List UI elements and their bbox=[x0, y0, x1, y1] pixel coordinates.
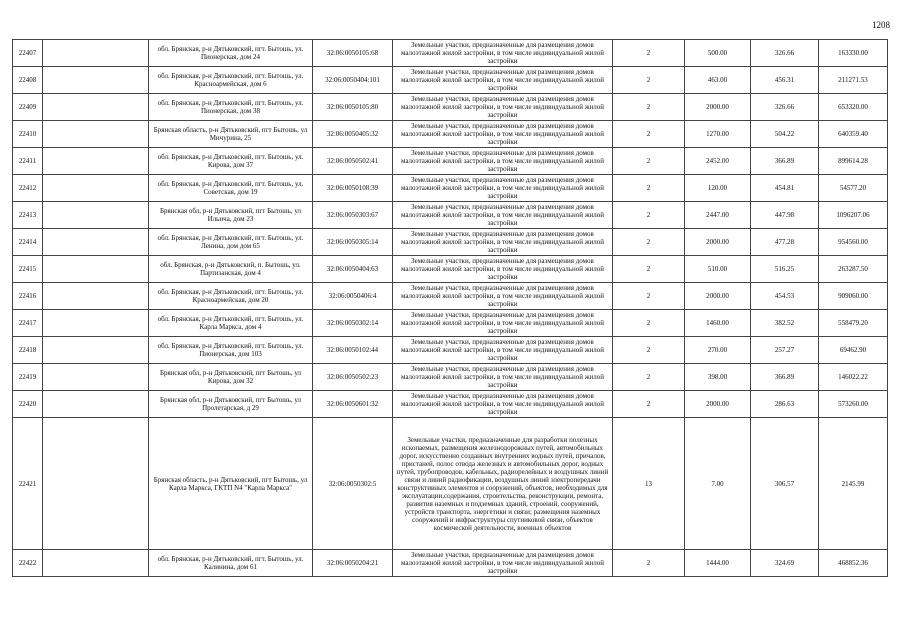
address-cell: Брянская область, р-н Дятьковский, пгт Бытошь, ул Мичурина, 25 bbox=[149, 121, 313, 148]
permitted-use-cell: Земельные участки, предназначенные для размещения домов малоэтажной жилой застройки, в том числе индивидуальной жилой застройки bbox=[393, 40, 613, 67]
specific-value-cell: 447.98 bbox=[751, 202, 819, 229]
address-cell: обл. Брянская, р-н Дятьковский, пгт. Бытошь, ул. Советская, дом 19 bbox=[149, 175, 313, 202]
address-cell: Брянская область, р-н Дятьковский, пгт Бытошь, ул Карла Маркса, ГКТП N4 "Карла Маркса" bbox=[149, 418, 313, 550]
address-cell: обл. Брянская, р-н Дятьковский, пгт. Бытошь, ул. Пионерская, дом 103 bbox=[149, 337, 313, 364]
permitted-use-cell: Земельные участки, предназначенные для размещения домов малоэтажной жилой застройки, в том числе индивидуальной жилой застройки bbox=[393, 283, 613, 310]
permitted-use-cell: Земельные участки, предназначенные для размещения домов малоэтажной жилой застройки, в том числе индивидуальной жилой застройки bbox=[393, 148, 613, 175]
blank-column bbox=[43, 364, 149, 391]
cadastral-number-cell: 32:06:0050601:32 bbox=[313, 391, 393, 418]
table-row bbox=[13, 94, 888, 121]
permitted-use-cell: Земельные участки, предназначенные для размещения домов малоэтажной жилой застройки, в том числе индивидуальной жилой застройки bbox=[393, 229, 613, 256]
cadastral-value-cell: 468852.36 bbox=[819, 550, 888, 577]
row-number: 22415 bbox=[13, 256, 43, 283]
cadastral-number-cell: 32:06:0050404:63 bbox=[313, 256, 393, 283]
use-group-cell: 2 bbox=[613, 202, 685, 229]
cadastral-value-cell: 54577.20 bbox=[819, 175, 888, 202]
use-group-cell: 2 bbox=[613, 337, 685, 364]
specific-value-cell: 366.89 bbox=[751, 364, 819, 391]
area-cell: 270.00 bbox=[685, 337, 751, 364]
permitted-use-cell: Земельные участки, предназначенные для размещения домов малоэтажной жилой застройки, в том числе индивидуальной жилой застройки bbox=[393, 391, 613, 418]
cadastral-number-cell: 32:06:0050405:32 bbox=[313, 121, 393, 148]
blank-column bbox=[43, 550, 149, 577]
blank-column bbox=[43, 175, 149, 202]
area-cell: 463.00 bbox=[685, 67, 751, 94]
area-cell: 2000.00 bbox=[685, 229, 751, 256]
blank-column bbox=[43, 202, 149, 229]
address-cell: обл. Брянская, р-н Дятьковский, пгт. Бытошь, ул. Красноармейская, дом 20 bbox=[149, 283, 313, 310]
use-group-cell: 2 bbox=[613, 175, 685, 202]
cadastral-number-cell: 32:06:0050102:44 bbox=[313, 337, 393, 364]
area-cell: 2000.00 bbox=[685, 391, 751, 418]
page-number: 1208 bbox=[872, 20, 890, 30]
cadastral-value-cell: 558479.20 bbox=[819, 310, 888, 337]
blank-column bbox=[43, 418, 149, 550]
specific-value-cell: 326.66 bbox=[751, 40, 819, 67]
cadastral-number-cell: 32:06:0050303:67 bbox=[313, 202, 393, 229]
area-cell: 1444.00 bbox=[685, 550, 751, 577]
blank-column bbox=[43, 310, 149, 337]
use-group-cell: 2 bbox=[613, 364, 685, 391]
cadastral-number-cell: 32:06:0050305:14 bbox=[313, 229, 393, 256]
row-number: 22422 bbox=[13, 550, 43, 577]
cadastral-number-cell: 32:06:0050404:101 bbox=[313, 67, 393, 94]
table-row bbox=[13, 40, 888, 67]
table-row bbox=[13, 202, 888, 229]
cadastral-number-cell: 32:06:0050105:68 bbox=[313, 40, 393, 67]
address-cell: Брянская обл, р-н Дятьковский, пгт Бытошь, ул Кирова, дом 32 bbox=[149, 364, 313, 391]
cadastral-number-cell: 32:06:0050105:80 bbox=[313, 94, 393, 121]
area-cell: 510.00 bbox=[685, 256, 751, 283]
permitted-use-cell: Земельные участки, предназначенные для размещения домов малоэтажной жилой застройки, в том числе индивидуальной жилой застройки bbox=[393, 256, 613, 283]
table-row bbox=[13, 229, 888, 256]
table-row bbox=[13, 391, 888, 418]
specific-value-cell: 516.25 bbox=[751, 256, 819, 283]
address-cell: обл. Брянская, р-н Дятьковский, пгт. Бытошь, ул. Пионерская, дом 24 bbox=[149, 40, 313, 67]
use-group-cell: 2 bbox=[613, 310, 685, 337]
table-row bbox=[13, 148, 888, 175]
row-number: 22421 bbox=[13, 418, 43, 550]
cadastral-number-cell: 32:06:0050502:23 bbox=[313, 364, 393, 391]
area-cell: 2447.00 bbox=[685, 202, 751, 229]
area-cell: 398.00 bbox=[685, 364, 751, 391]
address-cell: обл. Брянская, р-н Дятьковский, пгт. Бытошь, ул. Ленина, дом дом 65 bbox=[149, 229, 313, 256]
cadastral-number-cell: 32:06:0050108:39 bbox=[313, 175, 393, 202]
use-group-cell: 2 bbox=[613, 391, 685, 418]
area-cell: 2000.00 bbox=[685, 283, 751, 310]
row-number: 22410 bbox=[13, 121, 43, 148]
specific-value-cell: 324.69 bbox=[751, 550, 819, 577]
address-cell: Брянская обл, р-н Дятьковский, пгт Бытошь, ул Пролетарская, д 29 bbox=[149, 391, 313, 418]
blank-column bbox=[43, 40, 149, 67]
blank-column bbox=[43, 283, 149, 310]
cadastral-number-cell: 32:06:0050502:41 bbox=[313, 148, 393, 175]
permitted-use-cell: Земельные участки, предназначенные для размещения домов малоэтажной жилой застройки, в том числе индивидуальной жилой застройки bbox=[393, 202, 613, 229]
table-row bbox=[13, 283, 888, 310]
address-cell: обл. Брянская, р-н Дятьковский, п. Бытошь, ул. Партизанская, дом 4 bbox=[149, 256, 313, 283]
permitted-use-cell: Земельные участки, предназначенные для размещения домов малоэтажной жилой застройки, в том числе индивидуальной жилой застройки bbox=[393, 67, 613, 94]
area-cell: 1270.00 bbox=[685, 121, 751, 148]
row-number: 22419 bbox=[13, 364, 43, 391]
blank-column bbox=[43, 67, 149, 94]
cadastral-value-cell: 573260.00 bbox=[819, 391, 888, 418]
table-row bbox=[13, 175, 888, 202]
cadastral-number-cell: 32:06:0050204:21 bbox=[313, 550, 393, 577]
blank-column bbox=[43, 229, 149, 256]
table-row bbox=[13, 337, 888, 364]
row-number: 22416 bbox=[13, 283, 43, 310]
row-number: 22408 bbox=[13, 67, 43, 94]
permitted-use-cell: Земельные участки, предназначенные для размещения домов малоэтажной жилой застройки, в том числе индивидуальной жилой застройки bbox=[393, 364, 613, 391]
row-number: 22420 bbox=[13, 391, 43, 418]
cadastral-number-cell: 32:06:0050302:5 bbox=[313, 418, 393, 550]
table-row bbox=[13, 418, 888, 550]
use-group-cell: 2 bbox=[613, 67, 685, 94]
specific-value-cell: 382.52 bbox=[751, 310, 819, 337]
address-cell: обл. Брянская, р-н Дятьковский, пгт. Бытошь, ул. Пионерская, дом 38 bbox=[149, 94, 313, 121]
specific-value-cell: 286.63 bbox=[751, 391, 819, 418]
cadastral-value-cell: 653320.00 bbox=[819, 94, 888, 121]
cadastral-value-cell: 163330.00 bbox=[819, 40, 888, 67]
address-cell: обл. Брянская, р-н Дятьковский, пгт. Бытошь, ул. Карла Маркса, дом 4 bbox=[149, 310, 313, 337]
table-row bbox=[13, 121, 888, 148]
blank-column bbox=[43, 121, 149, 148]
use-group-cell: 2 bbox=[613, 256, 685, 283]
cadastral-value-cell: 146022.22 bbox=[819, 364, 888, 391]
address-cell: Брянская обл, р-н Дятьковский, пгт Бытошь, ул Ильича, дом 23 bbox=[149, 202, 313, 229]
table-body bbox=[13, 40, 888, 577]
specific-value-cell: 454.53 bbox=[751, 283, 819, 310]
use-group-cell: 2 bbox=[613, 40, 685, 67]
blank-column bbox=[43, 94, 149, 121]
specific-value-cell: 454.81 bbox=[751, 175, 819, 202]
row-number: 22417 bbox=[13, 310, 43, 337]
cadastral-value-cell: 2145.99 bbox=[819, 418, 888, 550]
permitted-use-cell: Земельные участки, предназначенные для размещения домов малоэтажной жилой застройки, в том числе индивидуальной жилой застройки bbox=[393, 175, 613, 202]
cadastral-value-cell: 909060.00 bbox=[819, 283, 888, 310]
permitted-use-cell: Земельные участки, предназначенные для размещения домов малоэтажной жилой застройки, в том числе индивидуальной жилой застройки bbox=[393, 337, 613, 364]
row-number: 22418 bbox=[13, 337, 43, 364]
table-row bbox=[13, 310, 888, 337]
row-number: 22412 bbox=[13, 175, 43, 202]
cadastral-number-cell: 32:06:0050302:14 bbox=[313, 310, 393, 337]
row-number: 22413 bbox=[13, 202, 43, 229]
row-number: 22409 bbox=[13, 94, 43, 121]
cadastral-value-cell: 899614.28 bbox=[819, 148, 888, 175]
blank-column bbox=[43, 391, 149, 418]
use-group-cell: 2 bbox=[613, 550, 685, 577]
area-cell: 2452.00 bbox=[685, 148, 751, 175]
use-group-cell: 2 bbox=[613, 121, 685, 148]
cadastral-value-cell: 69462.90 bbox=[819, 337, 888, 364]
use-group-cell: 13 bbox=[613, 418, 685, 550]
cadastral-value-cell: 640359.40 bbox=[819, 121, 888, 148]
specific-value-cell: 257.27 bbox=[751, 337, 819, 364]
area-cell: 500.00 bbox=[685, 40, 751, 67]
specific-value-cell: 477.28 bbox=[751, 229, 819, 256]
address-cell: обл. Брянская, р-н Дятьковский, пгт. Бытошь, ул. Кирова, дом 37 bbox=[149, 148, 313, 175]
specific-value-cell: 306.57 bbox=[751, 418, 819, 550]
table-row bbox=[13, 67, 888, 94]
table-row bbox=[13, 256, 888, 283]
cadastral-value-cell: 263287.50 bbox=[819, 256, 888, 283]
permitted-use-cell: Земельные участки, предназначенные для разработки полезных ископаемых, размещения железнодорожных путей, автомобильных дорог, искусственно созданных внутренних водных путей, причалов, пристаней, полос отвода железных и автомобильных дорог, водных путей, трубопроводов, кабельных, радиорелейных и воздушных линий связи и линий радиофикации, воздушных линий электропередачи конструктивных элементов и сооружений, объектов, необходимых для эксплуатации,содержания, строительства, реконструкции, ремонта, развития наземных и подземных зданий, строений, сооружений, устройств транспорта, энергетики и связи; размещения наземных сооружений и инфраструктуры спутниковой связи, объектов космической деятельности, военных объектов bbox=[393, 418, 613, 550]
permitted-use-cell: Земельные участки, предназначенные для размещения домов малоэтажной жилой застройки, в том числе индивидуальной жилой застройки bbox=[393, 121, 613, 148]
use-group-cell: 2 bbox=[613, 229, 685, 256]
specific-value-cell: 366.89 bbox=[751, 148, 819, 175]
area-cell: 7.00 bbox=[685, 418, 751, 550]
address-cell: обл. Брянская, р-н Дятьковский, пгт. Бытошь, ул. Калинина, дом 61 bbox=[149, 550, 313, 577]
row-number: 22407 bbox=[13, 40, 43, 67]
use-group-cell: 2 bbox=[613, 148, 685, 175]
blank-column bbox=[43, 148, 149, 175]
area-cell: 2000.00 bbox=[685, 94, 751, 121]
specific-value-cell: 326.66 bbox=[751, 94, 819, 121]
permitted-use-cell: Земельные участки, предназначенные для размещения домов малоэтажной жилой застройки, в том числе индивидуальной жилой застройки bbox=[393, 550, 613, 577]
use-group-cell: 2 bbox=[613, 94, 685, 121]
cadastral-number-cell: 32:06:0050406:4 bbox=[313, 283, 393, 310]
blank-column bbox=[43, 256, 149, 283]
cadastral-value-cell: 1096207.06 bbox=[819, 202, 888, 229]
cadastral-value-cell: 954560.00 bbox=[819, 229, 888, 256]
table-row bbox=[13, 550, 888, 577]
specific-value-cell: 504.22 bbox=[751, 121, 819, 148]
permitted-use-cell: Земельные участки, предназначенные для размещения домов малоэтажной жилой застройки, в том числе индивидуальной жилой застройки bbox=[393, 94, 613, 121]
blank-column bbox=[43, 337, 149, 364]
cadastral-value-cell: 211271.53 bbox=[819, 67, 888, 94]
row-number: 22411 bbox=[13, 148, 43, 175]
area-cell: 120.00 bbox=[685, 175, 751, 202]
specific-value-cell: 456.31 bbox=[751, 67, 819, 94]
permitted-use-cell: Земельные участки, предназначенные для размещения домов малоэтажной жилой застройки, в том числе индивидуальной жилой застройки bbox=[393, 310, 613, 337]
cadastral-value-table bbox=[12, 39, 888, 577]
table-row bbox=[13, 364, 888, 391]
use-group-cell: 2 bbox=[613, 283, 685, 310]
area-cell: 1460.00 bbox=[685, 310, 751, 337]
address-cell: обл. Брянская, р-н Дятьковский, пгт. Бытошь, ул. Красноармейская, дом 6 bbox=[149, 67, 313, 94]
row-number: 22414 bbox=[13, 229, 43, 256]
